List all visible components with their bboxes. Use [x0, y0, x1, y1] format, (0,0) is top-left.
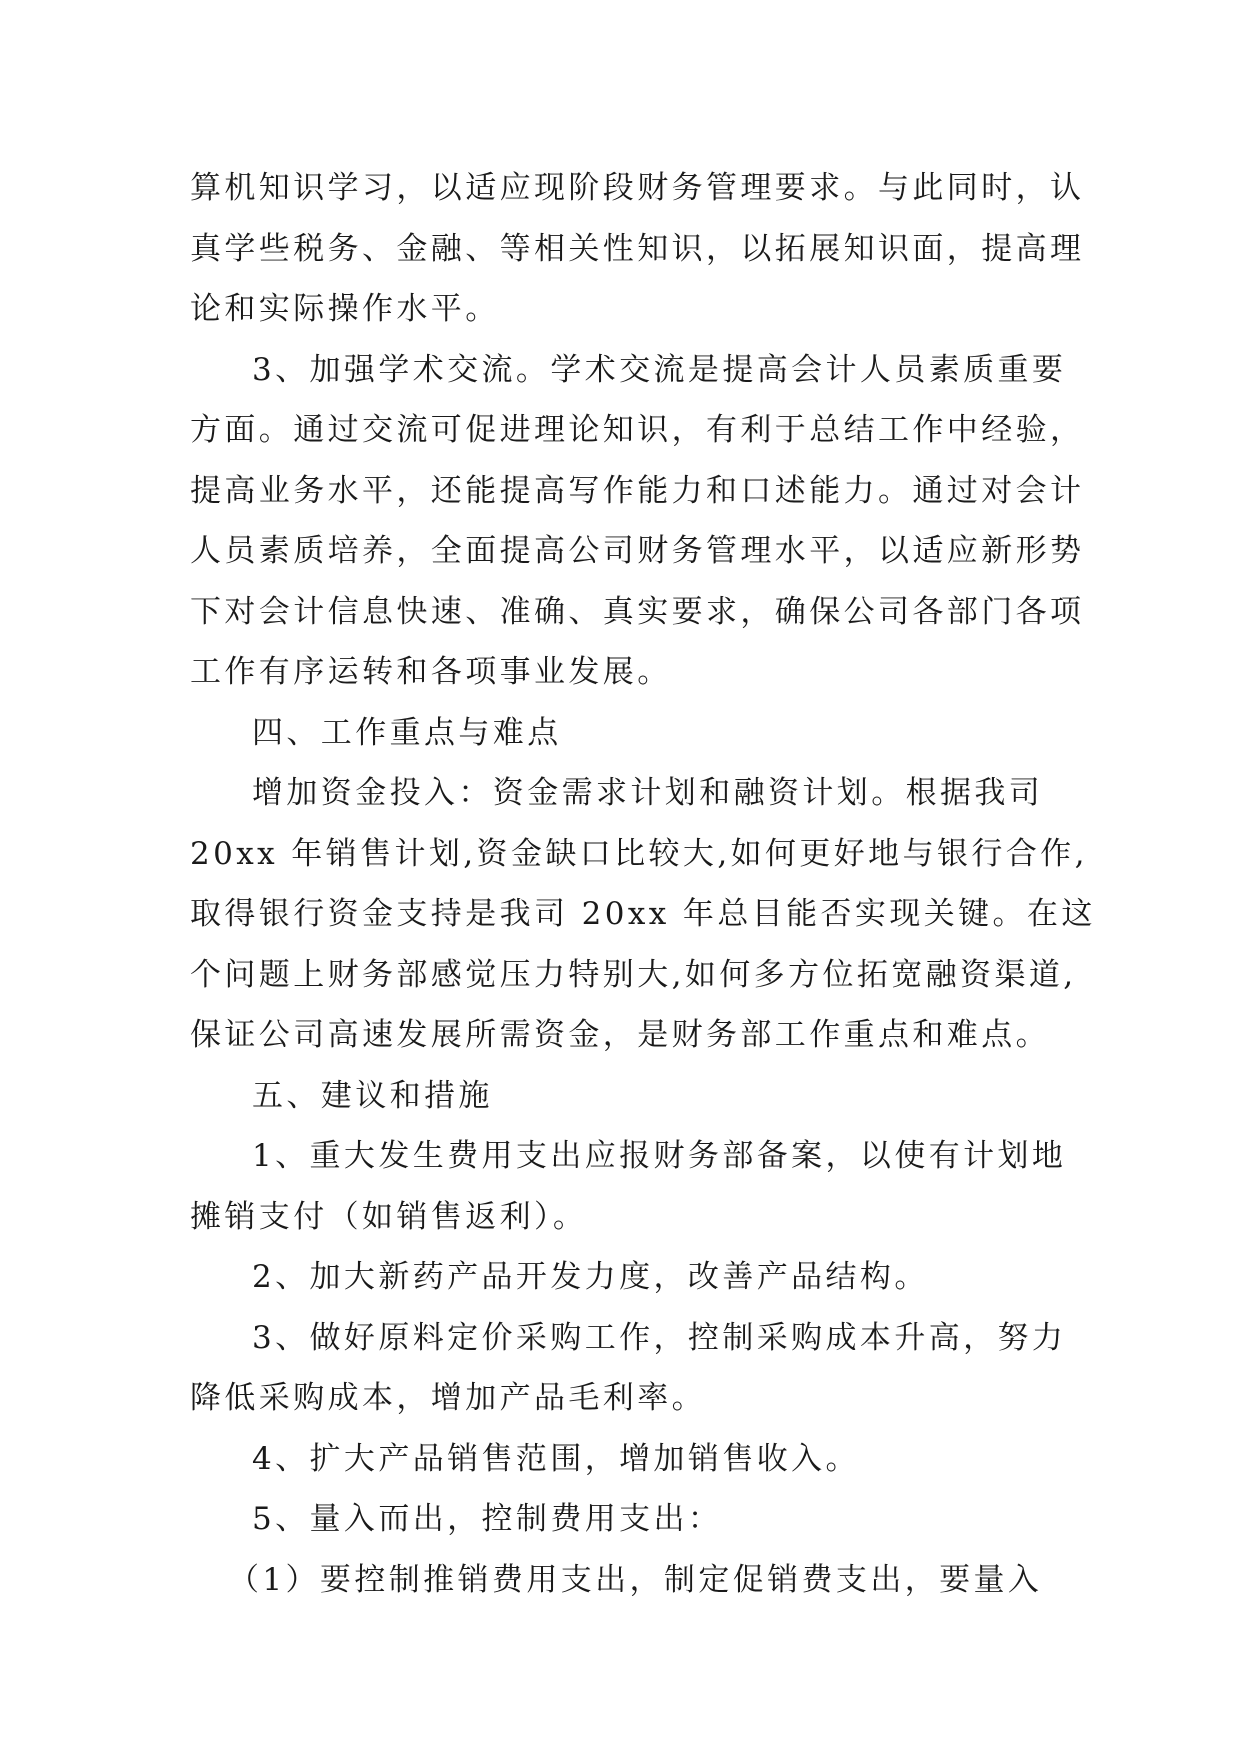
text-line: 1、重大发生费用支出应报财务部备案，以使有计划地 [252, 1138, 1067, 1174]
text-line: （1）要控制推销费用支出，制定促销费支出，要量入 [228, 1561, 1043, 1598]
text-line: 保证公司高速发展所需资金，是财务部工作重点和难点。 [190, 1017, 1050, 1053]
text-line: 算机知识学习，以适应现阶段财务管理要求。与此同时，认 [190, 170, 1085, 206]
text-line: 降低采购成本，增加产品毛利率。 [190, 1380, 706, 1416]
text-line: 人员素质培养，全面提高公司财务管理水平，以适应新形势 [190, 533, 1085, 569]
document-body [190, 158, 1096, 1610]
text-line: 个问题上财务部感觉压力特别大,如何多方位拓宽融资渠道, [190, 956, 1077, 993]
text-line: 2、加大新药产品开发力度，改善产品结构。 [252, 1259, 929, 1295]
text-line: 3、加强学术交流。学术交流是提高会计人员素质重要 [252, 351, 1067, 388]
text-line: 摊销支付（如销售返利）。 [190, 1198, 588, 1235]
text-line: 5、量入而出，控制费用支出： [252, 1501, 723, 1537]
text-line: 工作有序运转和各项事业发展。 [190, 654, 672, 690]
text-line: 4、扩大产品销售范围，增加销售收入。 [252, 1440, 860, 1477]
text-line: 论和实际操作水平。 [190, 291, 500, 327]
section-heading: 四、工作重点与难点 [252, 714, 562, 751]
text-line: 20xx 年销售计划,资金缺口比较大,如何更好地与银行合作, [190, 835, 1088, 872]
text-line: 提高业务水平，还能提高写作能力和口述能力。通过对会计 [190, 472, 1085, 509]
text-line: 3、做好原料定价采购工作，控制采购成本升高，努力 [252, 1319, 1067, 1356]
section-heading: 五、建议和措施 [252, 1077, 493, 1114]
text-line: 方面。通过交流可促进理论知识，有利于总结工作中经验， [190, 412, 1085, 448]
text-line: 下对会计信息快速、准确、真实要求，确保公司各部门各项 [190, 593, 1085, 630]
text-line: 真学些税务、金融、等相关性知识，以拓展知识面，提高理 [190, 230, 1085, 267]
text-line: 增加资金投入：资金需求计划和融资计划。根据我司 [252, 775, 1044, 811]
text-line: 取得银行资金支持是我司 20xx 年总目能否实现关键。在这 [190, 896, 1096, 932]
